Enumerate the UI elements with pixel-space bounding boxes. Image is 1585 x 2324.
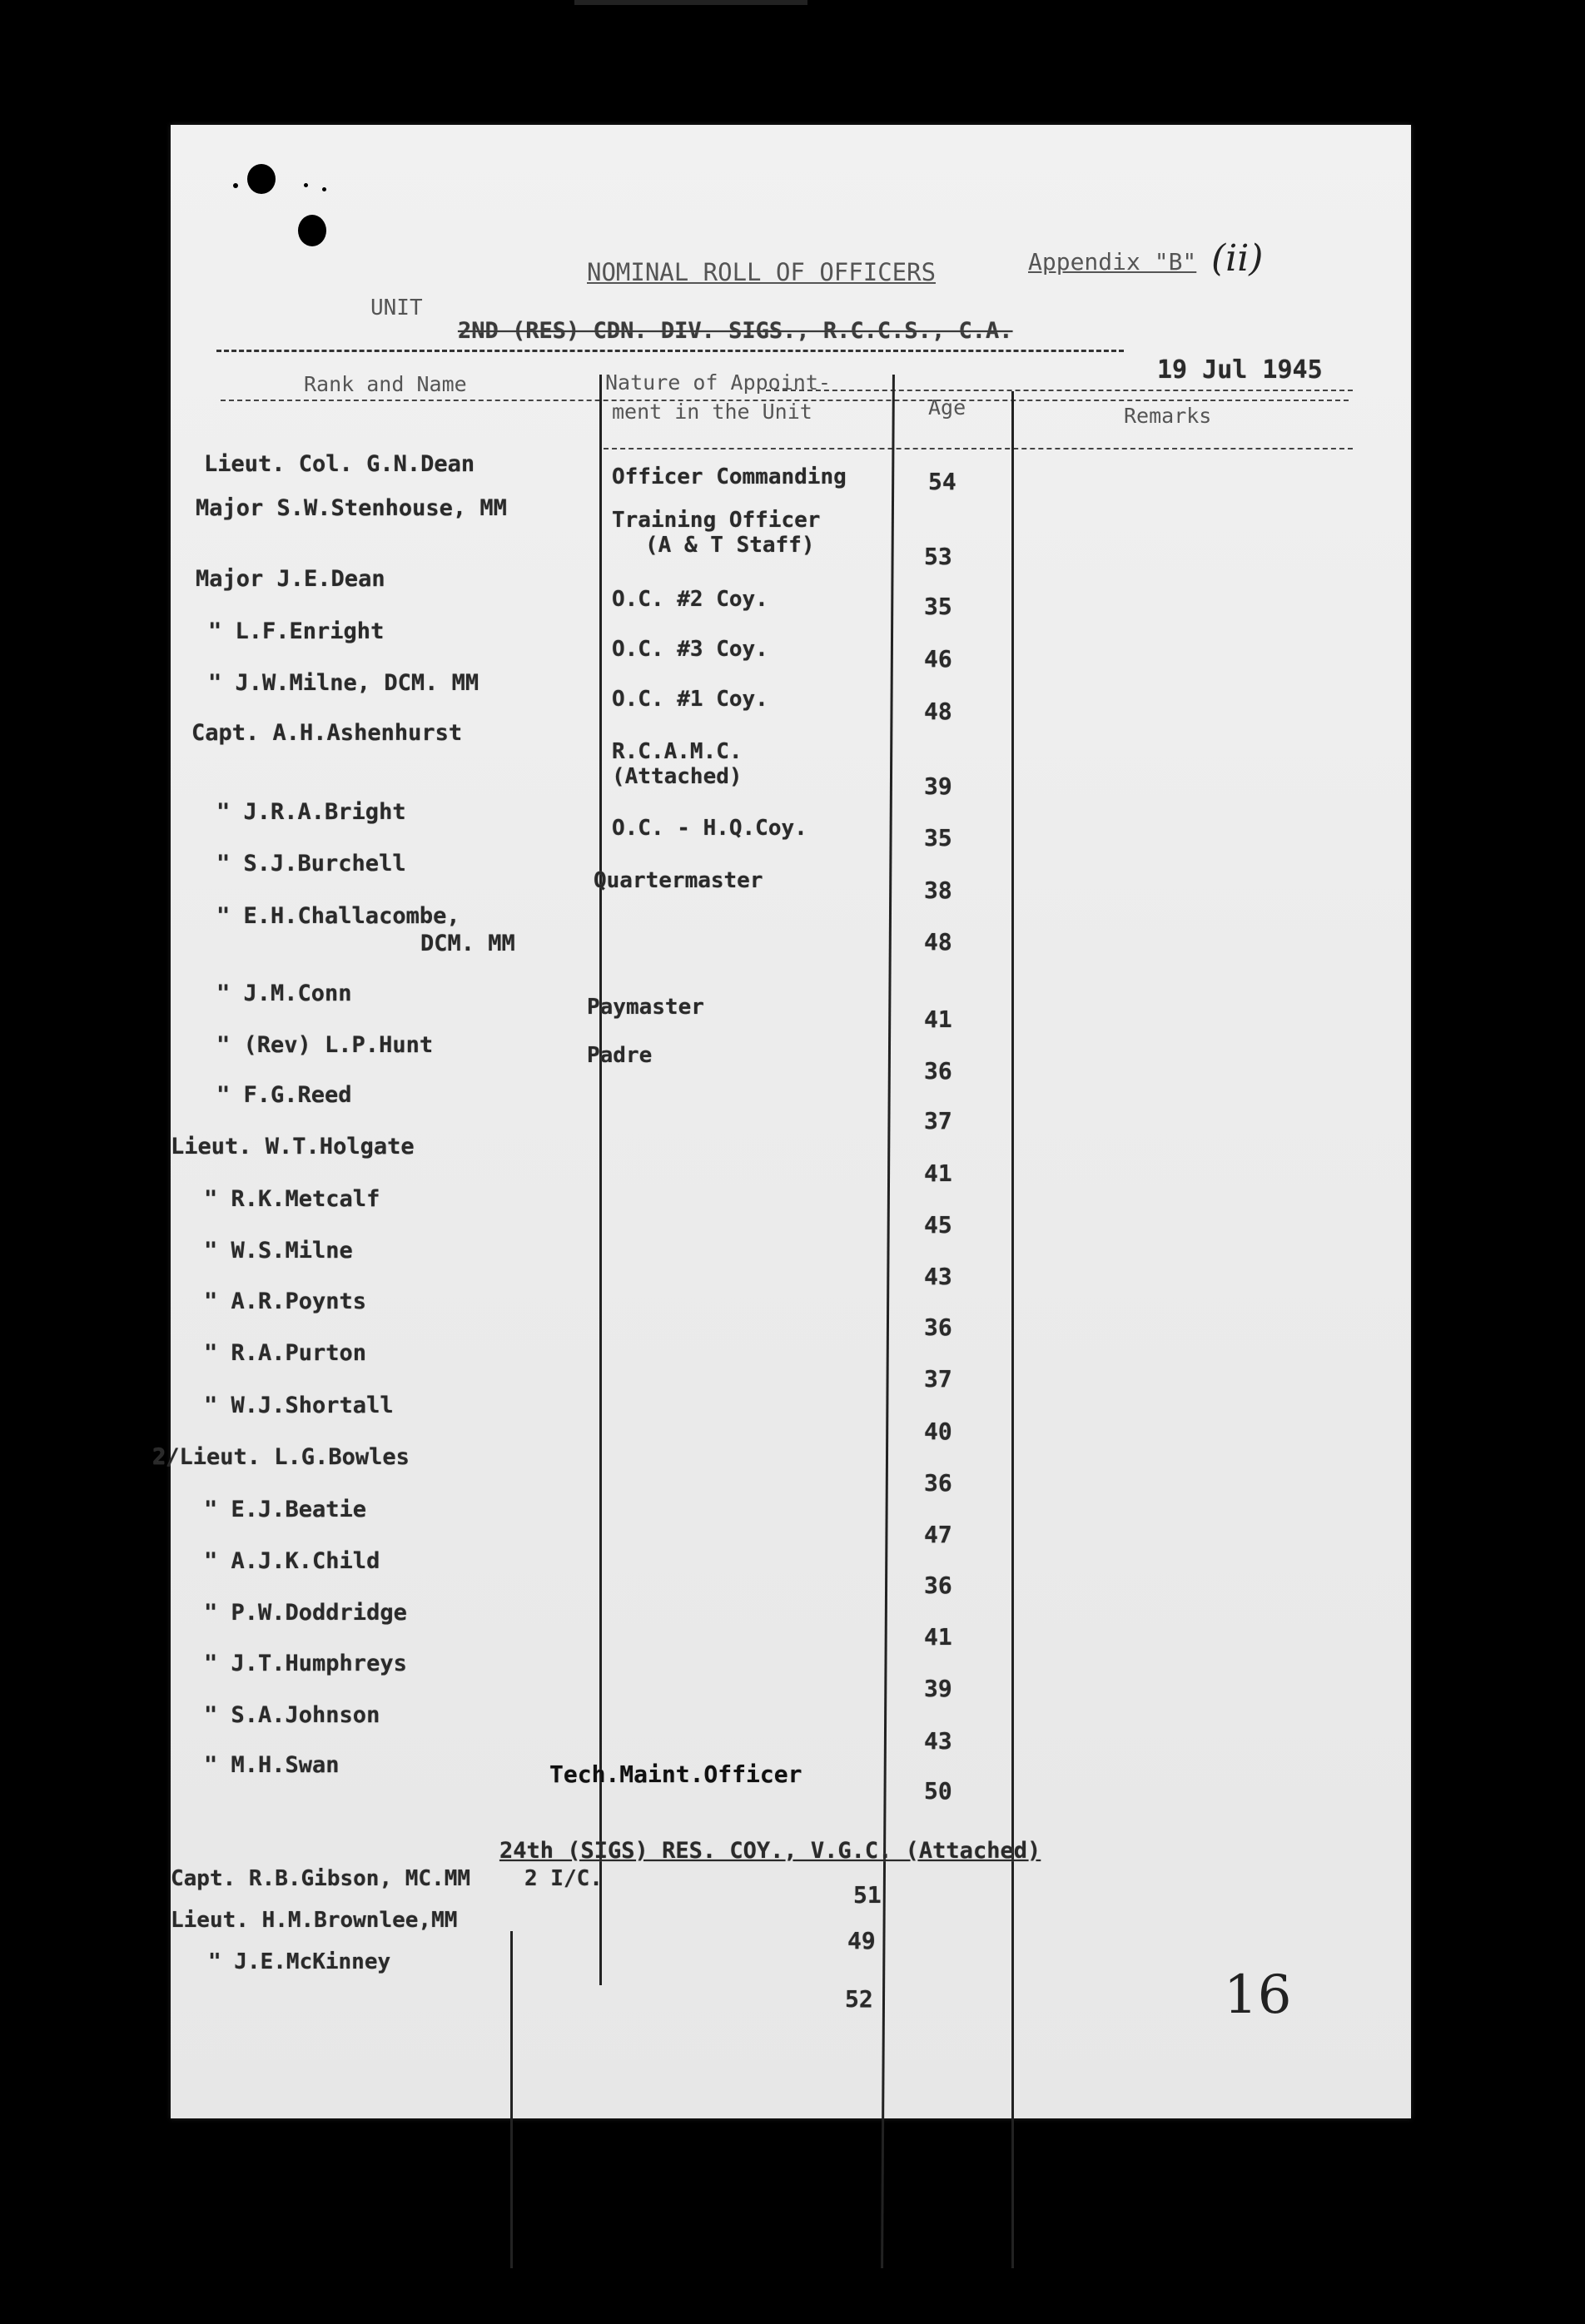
row-name: " E.H.Challacombe, [216, 903, 460, 929]
row-age: 36 [924, 1313, 952, 1341]
row-name: " L.F.Enright [208, 618, 385, 644]
row-name: Major J.E.Dean [196, 566, 385, 592]
row-name: " S.J.Burchell [216, 851, 406, 876]
row-age: 52 [845, 1985, 873, 2013]
row-name: " S.A.Johnson [204, 1702, 380, 1728]
row-appointment: Training Officer [612, 508, 821, 533]
row-name: " A.R.Poynts [204, 1289, 367, 1314]
col-divider-1 [599, 375, 602, 1985]
row-age: 41 [924, 1160, 952, 1187]
ink-speck [322, 187, 326, 191]
row-age: 53 [924, 543, 952, 570]
row-age: 38 [924, 876, 952, 904]
unit-name: 2ND (RES) CDN. DIV. SIGS., R.C.C.S., C.A. [458, 318, 1013, 344]
row-appointment: O.C. #1 Coy. [612, 687, 768, 712]
col-header-remarks: Remarks [1124, 404, 1212, 428]
unit-label: UNIT [370, 295, 423, 320]
row-age: 46 [924, 645, 952, 673]
punch-hole-top [247, 164, 276, 194]
row-age: 43 [924, 1727, 952, 1755]
page-number-handwritten: 16 [1224, 1964, 1292, 2026]
row-name: Major S.W.Stenhouse, MM [196, 495, 507, 521]
row-name: " R.K.Metcalf [204, 1186, 380, 1212]
row-name: " F.G.Reed [216, 1082, 352, 1108]
row-appointment: 2 I/C. [524, 1866, 603, 1891]
row-name: " J.M.Conn [216, 981, 352, 1006]
document-page [152, 125, 1411, 2118]
row-age: 51 [853, 1881, 882, 1909]
row-appointment-2: (A & T Staff) [645, 533, 815, 558]
col-divider-3 [1011, 391, 1014, 2268]
row-name: " P.W.Doddridge [204, 1600, 407, 1626]
row-name: Capt. R.B.Gibson, MC.MM [171, 1866, 471, 1891]
row-age: 37 [924, 1107, 952, 1135]
row-age: 41 [924, 1006, 952, 1033]
row-age: 39 [924, 1675, 952, 1702]
row-appointment: Tech.Maint.Officer [549, 1760, 802, 1788]
row-name: " E.J.Beatie [204, 1497, 367, 1522]
row-age: 39 [924, 772, 952, 800]
ink-speck [233, 183, 238, 188]
row-age: 41 [924, 1623, 952, 1651]
col-header-appointment-2: ment in the Unit [612, 400, 812, 424]
row-name: Lieut. W.T.Holgate [171, 1134, 415, 1160]
row-appointment-2: (Attached) [612, 764, 743, 789]
appendix-label: Appendix "B" [1028, 248, 1197, 276]
row-name: " W.S.Milne [204, 1238, 353, 1264]
row-appointment: O.C. #2 Coy. [612, 587, 768, 612]
row-age: 43 [924, 1263, 952, 1290]
scan-top-strip [574, 0, 807, 5]
row-name: " J.W.Milne, DCM. MM [208, 670, 479, 696]
row-name: " W.J.Shortall [204, 1393, 394, 1418]
row-name: 2/Lieut. L.G.Bowles [152, 1444, 410, 1470]
row-age: 49 [847, 1927, 876, 1954]
row-appointment: Quartermaster [594, 868, 763, 893]
row-age: 48 [924, 698, 952, 725]
col-header-rank-name: Rank and Name [304, 372, 467, 396]
row-age: 48 [924, 928, 952, 956]
header-rule-bottom [604, 448, 1353, 449]
row-name-2: DCM. MM [420, 931, 515, 956]
row-name: " J.R.A.Bright [216, 799, 406, 825]
appendix-handwritten: (ii) [1211, 237, 1264, 280]
row-name: " M.H.Swan [204, 1752, 340, 1778]
row-age: 36 [924, 1469, 952, 1497]
row-appointment: Officer Commanding [612, 464, 847, 489]
row-appointment: O.C. - H.Q.Coy. [612, 816, 807, 841]
row-name: " (Rev) L.P.Hunt [216, 1032, 434, 1058]
col-divider-1-lower [510, 1931, 513, 2268]
col-header-appointment-1: Nature of Appoint- [605, 370, 831, 395]
header-rule-top [216, 350, 1124, 352]
row-name: Lieut. Col. G.N.Dean [204, 451, 475, 477]
row-age: 45 [924, 1211, 952, 1239]
row-age: 36 [924, 1572, 952, 1599]
col-header-age: Age [928, 395, 966, 420]
row-name: " R.A.Purton [204, 1340, 367, 1366]
row-appointment: O.C. #3 Coy. [612, 637, 768, 662]
col-divider-2 [881, 375, 895, 2268]
row-name: Lieut. H.M.Brownlee,MM [171, 1908, 458, 1933]
header-rule-right [766, 390, 1353, 391]
row-age: 37 [924, 1365, 952, 1393]
row-age: 47 [924, 1521, 952, 1548]
row-name: " J.E.McKinney [208, 1949, 391, 1974]
ink-speck [304, 183, 308, 187]
row-appointment: Padre [587, 1043, 653, 1068]
punch-hole-bottom [298, 215, 326, 246]
row-age: 35 [924, 593, 952, 620]
row-age: 35 [924, 824, 952, 852]
row-appointment: Paymaster [587, 995, 704, 1020]
row-age: 50 [924, 1777, 952, 1805]
row-appointment: R.C.A.M.C. [612, 739, 743, 764]
row-age: 40 [924, 1418, 952, 1445]
document-title: NOMINAL ROLL OF OFFICERS [587, 258, 937, 286]
row-name: " A.J.K.Child [204, 1548, 380, 1574]
section2-heading: 24th (SIGS) RES. COY., V.G.C. (Attached) [499, 1838, 1041, 1864]
row-name: Capt. A.H.Ashenhurst [191, 720, 463, 746]
document-date: 19 Jul 1945 [1157, 355, 1323, 385]
row-name: " J.T.Humphreys [204, 1651, 407, 1676]
row-age: 54 [928, 468, 956, 495]
row-age: 36 [924, 1057, 952, 1085]
